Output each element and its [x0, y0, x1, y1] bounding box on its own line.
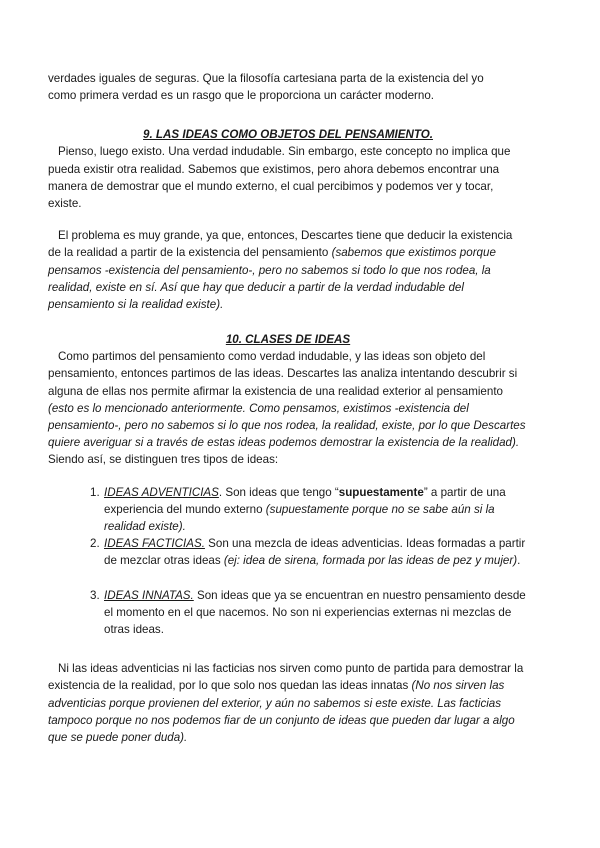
list-term: IDEAS ADVENTICIAS [104, 485, 219, 499]
section-9-paragraph-1: Pienso, luego existo. Una verdad indudable. Sin embargo, este concepto no implica que pueda existir otra realidad. Sabemos que existimos, pero ahora debemos encontrar una manera de demostrar que el mundo externo, el cual percibimos y podemos ver y tocar, existe. [48, 145, 511, 211]
list-number: 3. [90, 588, 100, 602]
list-item [90, 484, 528, 536]
section-10-heading: 10. CLASES DE IDEAS [225, 333, 351, 347]
list-text: . Son ideas que tengo “ [218, 485, 339, 499]
section-10-paragraph-2 [48, 660, 528, 746]
document-page [48, 70, 528, 746]
section-9-p2-italic: (sabemos que existimos porque pensamos -existencia del pensamiento-, pero no sabemos si todo lo que nos rodea, la realidad, existe en sí. Así que hay que deducir a partir de la verdad indudable del pensamiento si la realidad existe). [48, 246, 496, 312]
intro-line-2: como primera verdad es un rasgo que le proporciona un carácter moderno. [48, 89, 435, 103]
list-number: 2. [90, 537, 100, 551]
idea-types-list [48, 484, 528, 639]
intro-paragraph [48, 70, 528, 104]
section-10-paragraph-1 [48, 348, 528, 468]
list-italic: (ej: idea de sirena, formada por las ideas de pez y mujer) [223, 554, 518, 568]
section-10-p1-italic: (esto es lo mencionado anteriormente. Como pensamos, existimos -existencia del pensamiento-, pero no sabemos si lo que nos rodea, la realidad, existe, por lo que Descartes quiere averiguar si a través de estas ideas podemos demostrar la existencia de la realidad). [48, 401, 526, 450]
section-9-p2-text: El problema es muy grande, ya que, entonces, Descartes tiene que deducir la existencia de la realidad a partir de la existencia del pensamiento [48, 229, 513, 260]
list-italic: (supuestamente porque no se sabe aún si la realidad existe). [104, 502, 495, 534]
list-item [90, 535, 528, 569]
list-text: Son una mezcla de ideas adventicias. Ideas formadas a partir de mezclar otras ideas [104, 537, 526, 568]
list-item [90, 587, 528, 639]
list-term: IDEAS FACTICIAS. [104, 537, 205, 551]
section-10-p1-text: Como partimos del pensamiento como verdad indudable, y las ideas son objeto del pensamiento, entonces partimos de las ideas. Descartes las analiza intentando descubrir si alguna de ellas nos permite afirmar la existencia de una realidad exterior al pensamiento [48, 350, 518, 398]
section-9-heading: 9. LAS IDEAS COMO OBJETOS DEL PENSAMIENTO. [143, 128, 433, 142]
list-text: . [517, 554, 521, 568]
list-number: 1. [90, 485, 100, 499]
list-text: Son ideas que ya se encuentran en nuestro pensamiento desde el momento en el que nacemos. No son ni experiencias externas ni mezclas de otras ideas. [104, 588, 526, 637]
section-10-p2-text: Ni las ideas adventicias ni las facticias nos sirven como punto de partida para demostrar la existencia de la realidad, por lo que solo nos quedan las ideas innatas [48, 662, 524, 693]
intro-line-1: verdades iguales de seguras. Que la filosofía cartesiana parta de la existencia del yo [48, 72, 484, 85]
list-text: ” a partir de una experiencia del mundo externo [104, 485, 506, 516]
section-9-paragraph-2 [48, 227, 528, 313]
section-10-p2-italic: (No nos sirven las adventicias porque provienen del exterior, y aún no sabemos si este existe. Las facticias tampoco porque no nos podemos fiar de un conjunto de ideas que pueden dar lugar a algo que se puede poner duda). [48, 679, 515, 745]
section-10-p1-tail: Siendo así, se distinguen tres tipos de ideas: [48, 453, 279, 467]
list-bold: supuestamente [338, 485, 424, 499]
list-term: IDEAS INNATAS. [104, 588, 194, 602]
